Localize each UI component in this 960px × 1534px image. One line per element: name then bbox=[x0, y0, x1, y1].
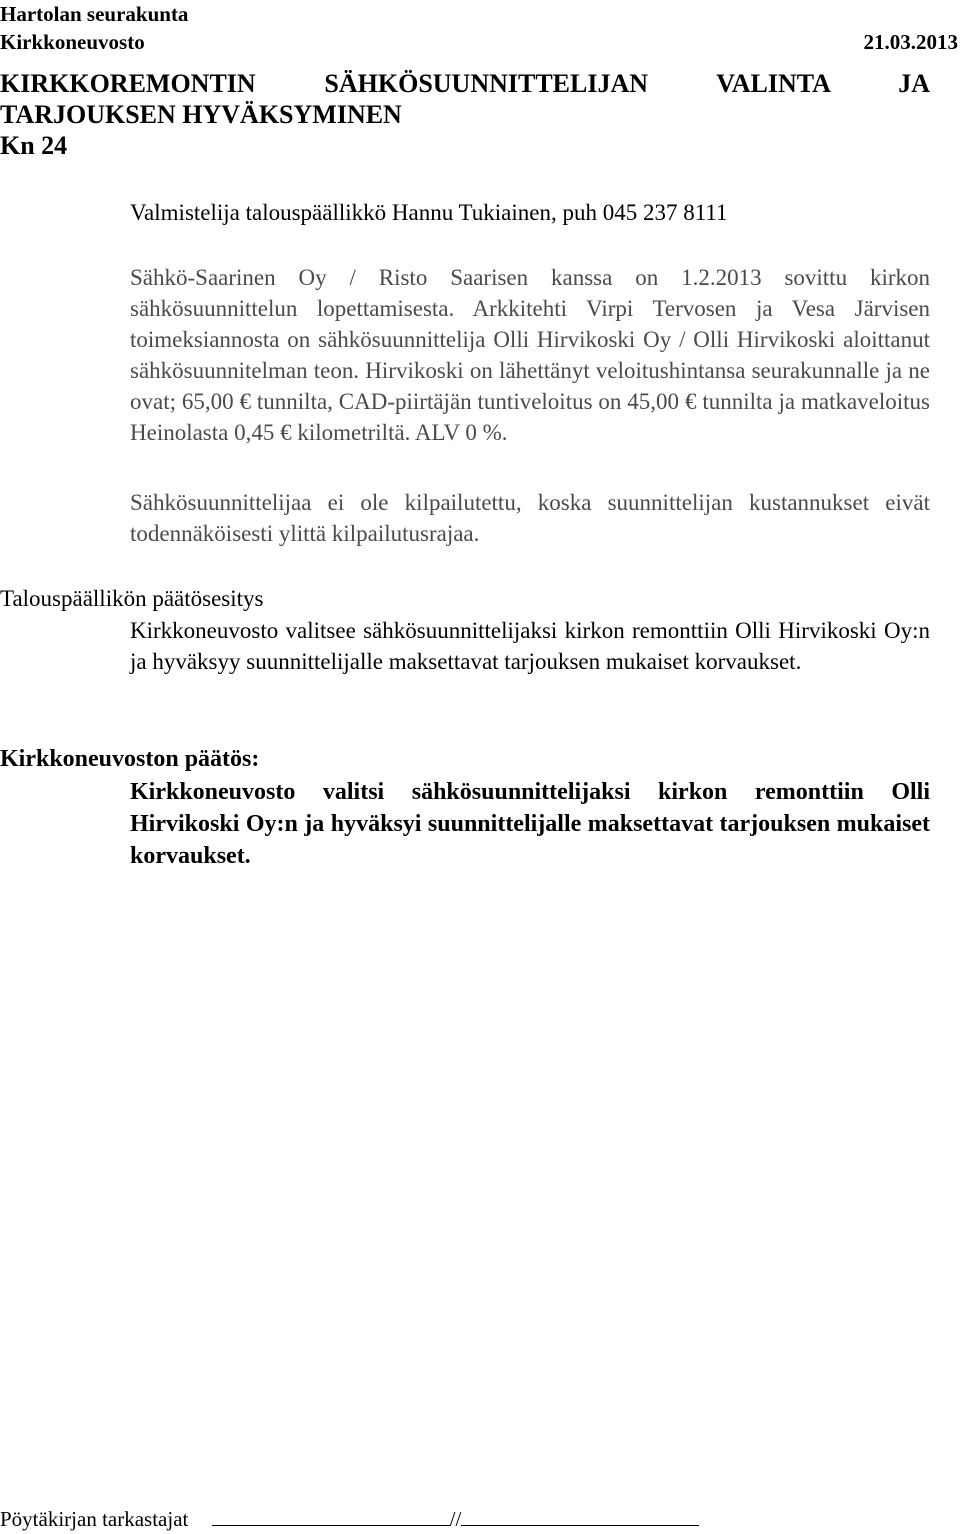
section-number: Kn 24 bbox=[0, 131, 68, 160]
proposal-text: Kirkkoneuvosto valitsee sähkösuunnittelijaksi kirkon remonttiin Olli Hirvikoski Oy:n ja hyväksyy suunnittelijalle maksettavat tarjouksen mukaiset korvaukset. bbox=[130, 618, 930, 674]
proposal-label: Talouspäällikön päätösesitys bbox=[0, 586, 264, 611]
meeting-date: 21.03.2013 bbox=[863, 30, 958, 54]
background-paragraph-1: Sähkö-Saarinen Oy / Risto Saarisen kanssa on 1.2.2013 sovittu kirkon sähkösuunnittelun lopettamisesta. Arkkitehti Virpi Tervosen ja Vesa Järvisen toimeksiannosta on sähkösuunnittelija Olli Hirvikoski Oy / Olli Hirvikoski aloittanut sähkösuunnitelman teon. Hirvikoski on lähettänyt veloitushintansa seurakunnalle ja ne ovat; 65,00 € tunnilta, CAD-piirtäjän tuntiveloitus on 45,00 € tunnilta ja matkaveloitus Heinolasta 0,45 € kilometriltä. ALV 0 %. bbox=[130, 265, 930, 445]
background-paragraph-2: Sähkösuunnittelijaa ei ole kilpailutettu, koska suunnittelijan kustannukset eivät todennäköisesti ylittä kilpailutusrajaa. bbox=[130, 490, 930, 546]
signature-line-2 bbox=[461, 1525, 699, 1526]
signature-line-1 bbox=[212, 1525, 450, 1526]
signature-separator: // bbox=[449, 1507, 462, 1531]
board-name: Kirkkoneuvosto bbox=[0, 30, 145, 54]
decision-text: Kirkkoneuvosto valitsi sähkösuunnittelijaksi kirkon remonttiin Olli Hirvikoski Oy:n ja hyväksyi suunnittelijalle maksettavat tarjouksen mukaiset korvaukset. bbox=[130, 779, 930, 869]
title-line-2: TARJOUKSEN HYVÄKSYMINEN bbox=[0, 100, 402, 129]
organization-name: Hartolan seurakunta bbox=[0, 2, 189, 26]
preparer-line: Valmistelija talouspäällikkö Hannu Tukiainen, puh 045 237 8111 bbox=[130, 200, 728, 225]
decision-label: Kirkkoneuvoston päätös: bbox=[0, 746, 260, 772]
document-header bbox=[0, 0, 188, 56]
inspectors-label: Pöytäkirjan tarkastajat bbox=[0, 1507, 189, 1531]
title-line-1: KIRKKOREMONTIN SÄHKÖSUUNNITTELIJAN VALINTA JA bbox=[0, 69, 930, 98]
agenda-title bbox=[0, 68, 930, 161]
signature-footer bbox=[0, 1506, 699, 1532]
